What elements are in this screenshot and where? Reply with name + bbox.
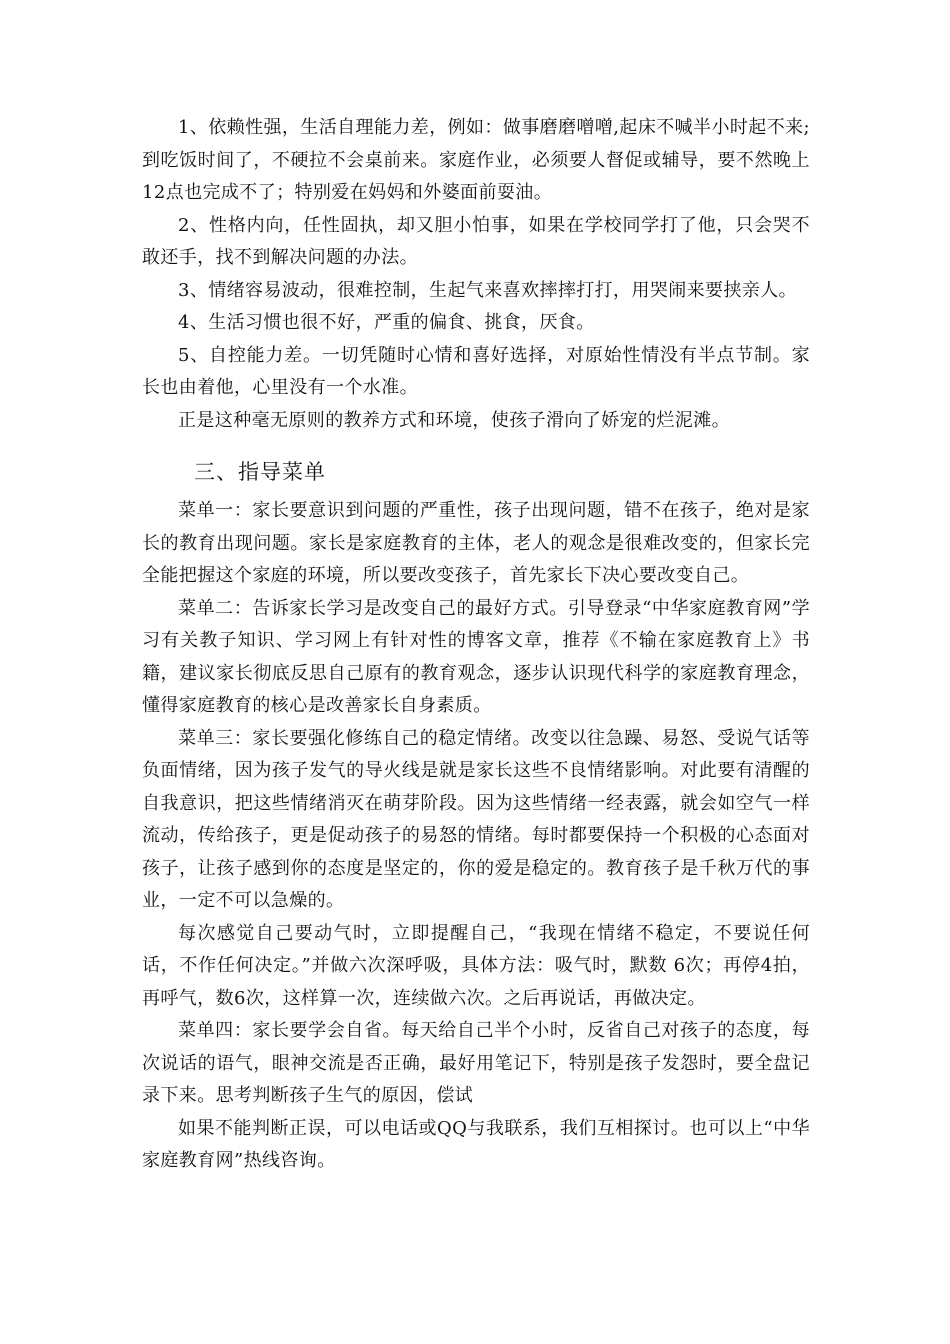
breathing-method-paragraph: 每次感觉自己要动气时，立即提醒自己，“我现在情绪不稳定，不要说任何话，不作任何决定。”并做六次深呼吸，具体方法：吸气时，默数 6次；再停4拍，再呼气，数6次，这样算一次，连续做六次。之后再说话，再做决定。 xyxy=(142,922,810,1009)
menu-four-paragraph: 菜单四：家长要学会自省。每天给自己半个小时，反省自己对孩子的态度，每次说话的语气，眼神交流是否正确，最好用笔记下，特别是孩子发怨时，要全盘记录下来。思考判断孩子生气的原因，偿试 xyxy=(142,1020,810,1106)
problem-item-4: 4、生活习惯也很不好，严重的偏食、挑食，厌食。 xyxy=(178,312,595,333)
menu-two-paragraph: 菜单二：告诉家长学习是改变自己的最好方式。引导登录“中华家庭教育网”学习有关教子知识、学习网上有针对性的博客文章，推荐《不输在家庭教育上》书籍，建议家长彻底反思自己原有的教育观念，逐步认识现代科学的家庭教育理念，懂得家庭教育的核心是改善家长自身素质。 xyxy=(142,597,810,716)
summary-paragraph: 正是这种毫无原则的教养方式和环境，使孩子滑向了娇宠的烂泥滩。 xyxy=(178,409,730,431)
problem-item-3: 3、情绪容易波动，很难控制，生起气来喜欢摔摔打打，用哭闹来要挟亲人。 xyxy=(178,279,798,301)
problem-item-1: 1、依赖性强，生活自理能力差，例如：做事磨磨噌噌,起床不喊半小时起不来;到吃饭时间了，不硬拉不会桌前来。家庭作业，必须要人督促或辅导，要不然晚上12点也完成不了；特别爱在妈妈和外婆面前耍油。 xyxy=(142,117,810,203)
problem-item-2: 2、性格内向，任性固执，却又胆小怕事，如果在学校同学打了他，只会哭不敢还手，找不到解决问题的办法。 xyxy=(142,214,810,268)
document-page xyxy=(142,112,810,1178)
menu-one-paragraph: 菜单一：家长要意识到问题的严重性，孩子出现问题，错不在孩子，绝对是家长的教育出现问题。家长是家庭教育的主体，老人的观念是很难改变的，但家长完全能把握这个家庭的环境，所以要改变孩子，首先家长下决心要改变自己。 xyxy=(142,500,810,586)
section-heading: 三、指导菜单 xyxy=(194,460,326,484)
problem-item-5: 5、自控能力差。一切凭随时心情和喜好选择，对原始性情没有半点节制。家长也由着他，心里没有一个水准。 xyxy=(142,344,810,398)
menu-three-paragraph: 菜单三：家长要强化修练自己的稳定情绪。改变以往急躁、易怒、受说气话等负面情绪，因为孩子发气的导火线是就是家长这些不良情绪影响。对此要有清醒的自我意识，把这些情绪消灭在萌芽阶段。因为这些情绪一经表露，就会如空气一样流动，传给孩子，更是促动孩子的易怒的情绪。每时都要保持一个积极的心态面对孩子，让孩子感到你的态度是坚定的，你的爱是稳定的。教育孩子是千秋万代的事业，一定不可以急燥的。 xyxy=(142,727,810,911)
contact-paragraph: 如果不能判断正误，可以电话或QQ与我联系，我们互相探讨。也可以上“中华家庭教育网”热线咨询。 xyxy=(142,1117,810,1171)
